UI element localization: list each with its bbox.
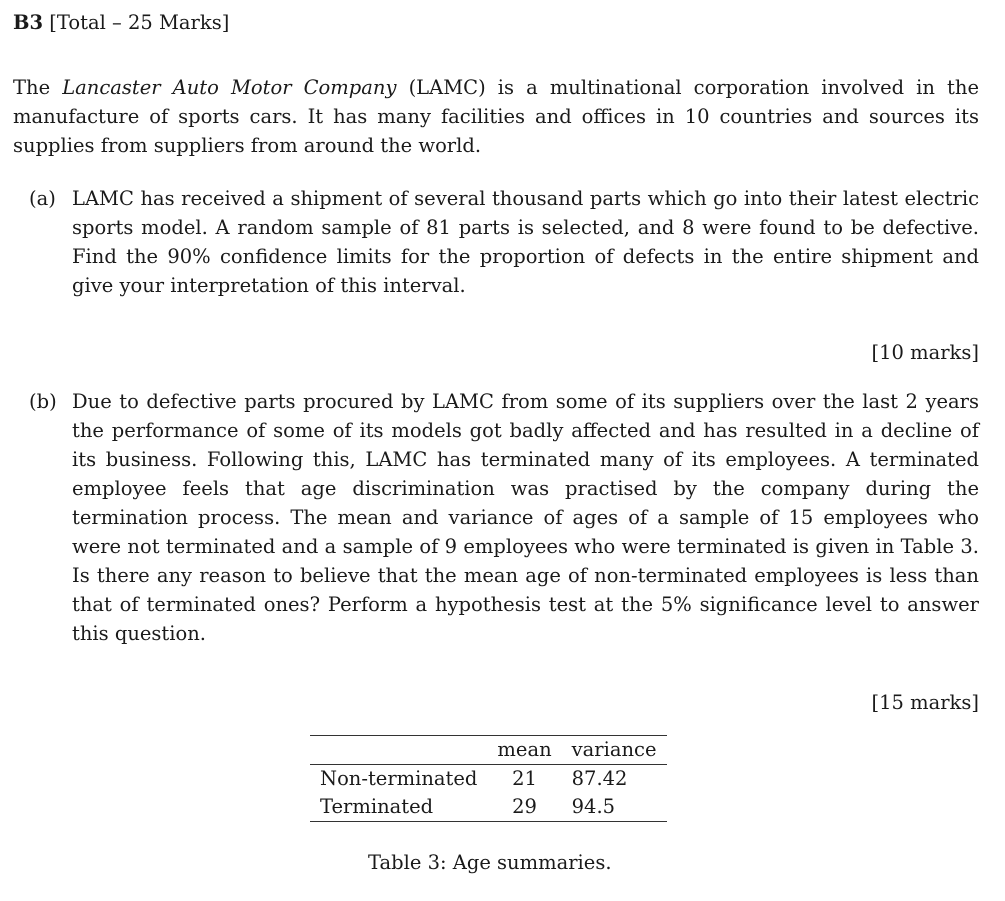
exam-page <box>13 8 979 877</box>
company-name: Lancaster Auto Motor Company <box>62 76 397 99</box>
table-header-variance: variance <box>571 738 657 761</box>
row-variance: 87.42 <box>571 767 628 790</box>
table-header-row <box>310 736 667 765</box>
row-mean: 29 <box>512 795 537 818</box>
table-header-blank <box>310 736 487 765</box>
part-a-text: LAMC has received a shipment of several thousand parts which go into their latest electric sports model. A random sample of 81 parts is selected, and 8 were found to be defective. Find the 90% confidence limits for the proportion of defects in the entire shipment and give your interpretation of this interval. <box>72 187 979 297</box>
part-b-label: (b) <box>29 390 57 413</box>
age-summary-table <box>310 735 667 822</box>
row-variance: 94.5 <box>571 795 616 818</box>
part-b-marks: [15 marks] <box>871 691 979 714</box>
intro-post: (LAMC) is a multinational corporation involved in the manufacture of sports cars. It has many facilities and offices in 10 countries and sources its supplies from suppliers from around the world. <box>13 76 979 157</box>
question-code: B3 <box>13 11 44 34</box>
table-caption: Table 3: Age summaries. <box>368 851 612 874</box>
part-a-label: (a) <box>29 187 56 210</box>
intro-pre: The <box>13 76 63 99</box>
question-total-marks: [Total – 25 Marks] <box>49 11 230 34</box>
age-table-wrapper <box>310 735 979 822</box>
row-mean: 21 <box>512 767 537 790</box>
table-row <box>310 765 667 794</box>
row-label: Non-terminated <box>320 767 478 790</box>
row-label: Terminated <box>320 795 434 818</box>
part-b <box>13 387 979 648</box>
question-heading <box>13 8 979 37</box>
part-a <box>13 184 979 300</box>
intro-paragraph <box>13 73 979 160</box>
part-b-text: Due to defective parts procured by LAMC from some of its suppliers over the last 2 years the performance of some of its models got badly affected and has resulted in a decline of its business. Following this, LAMC has terminated many of its employees. A terminated employee feels that age discrimination was practised by the company during the termination process. The mean and variance of ages of a sample of 15 employees who were not terminated and a sample of 9 employees who were terminated is given in Table 3. Is there any reason to believe that the mean age of non-terminated employees is less than that of terminated ones? Perform a hypothesis test at the 5% significance level to answer this question. <box>72 390 979 645</box>
table-row <box>310 793 667 822</box>
table-header-mean: mean <box>497 738 552 761</box>
part-a-marks: [10 marks] <box>871 341 979 364</box>
